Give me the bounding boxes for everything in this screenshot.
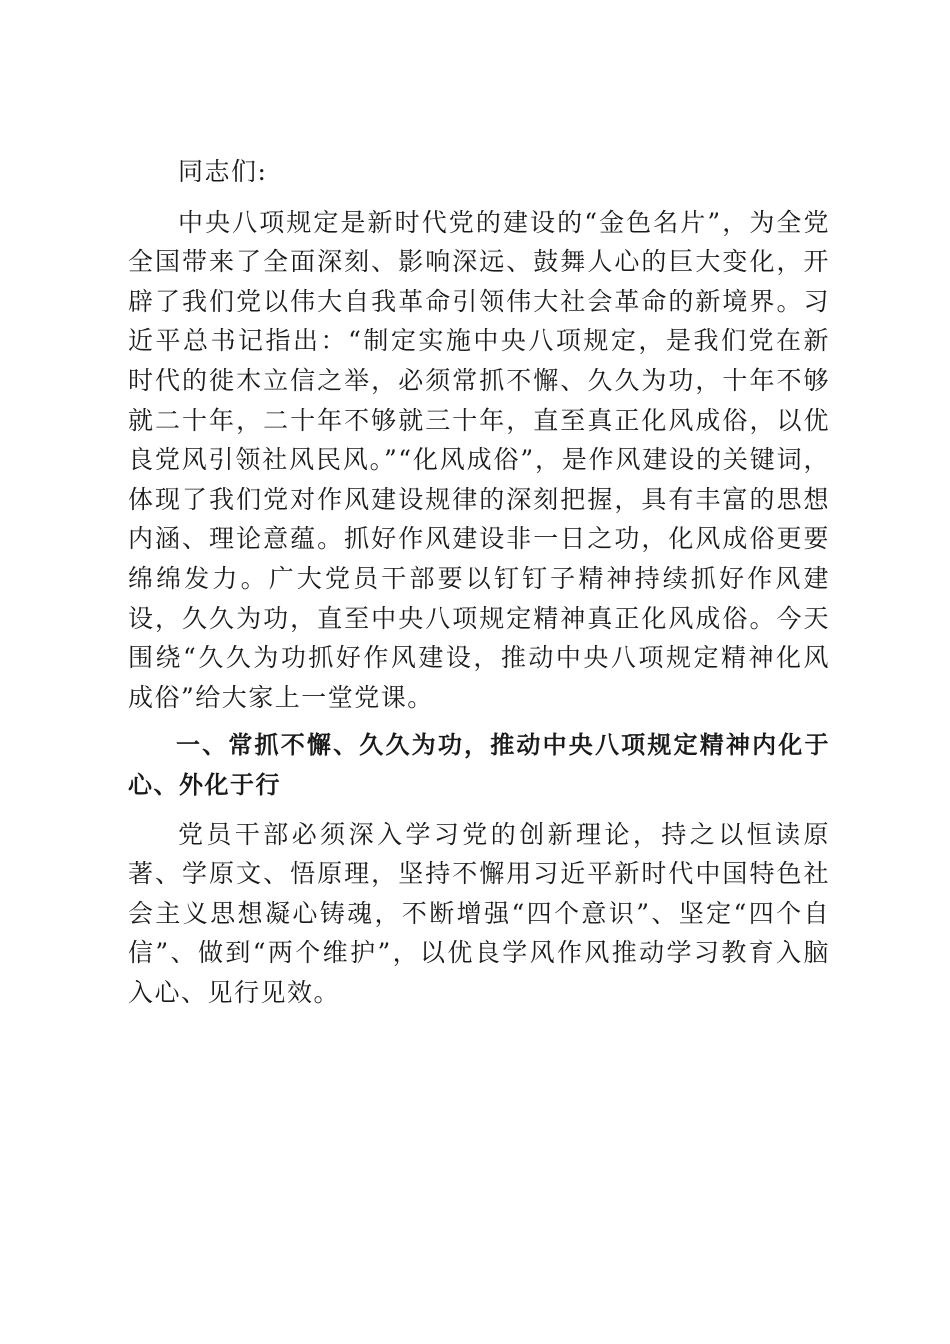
section-1-heading: 一、常抓不懈、久久为功，推动中央八项规定精神内化于心、外化于行	[128, 731, 830, 799]
intro-paragraph: 中央八项规定是新时代党的建设的“金色名片”，为全党全国带来了全面深刻、影响深远、鼓舞人心的巨大变化，开辟了我们党以伟大自我革命引领伟大社会革命的新境界。习近平总书记指出：“制定实施中央八项规定，是我们党在新时代的徙木立信之举，必须常抓不懈、久久为功，十年不够就二十年，二十年不够就三十年，直至真正化风成俗，以优良党风引领社风民风。”“化风成俗”，是作风建设的关键词，体现了我们党对作风建设规律的深刻把握，具有丰富的思想内涵、理论意蕴。抓好作风建设非一日之功，化风成俗更要绵绵发力。广大党员干部要以钉钉子精神持续抓好作风建设，久久为功，直至中央八项规定精神真正化风成俗。今天围绕“久久为功抓好作风建设，推动中央八项规定精神化风成俗”给大家上一堂党课。	[128, 207, 830, 712]
salutation: 同志们:	[178, 157, 268, 186]
document-page	[128, 152, 830, 1021]
section-1-paragraph: 党员干部必须深入学习党的创新理论，持之以恒读原著、学原文、悟原理，坚持不懈用习近平新时代中国特色社会主义思想凝心铸魂，不断增强“四个意识”、坚定“四个自信”、做到“两个维护”，以优良学风作风推动学习教育入脑入心、见行见效。	[128, 819, 830, 1007]
